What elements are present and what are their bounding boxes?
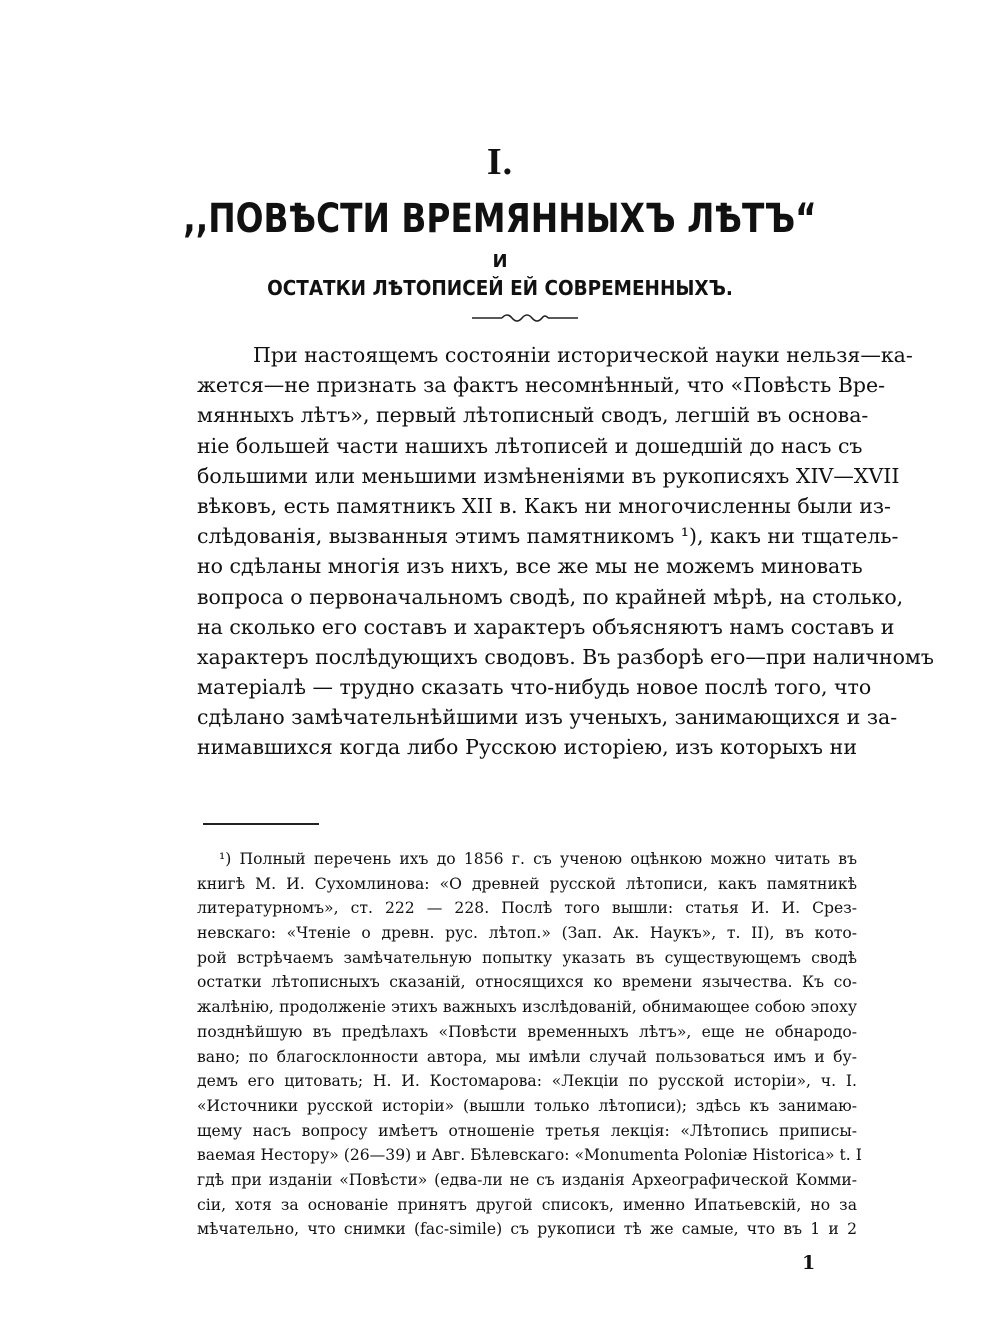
footnote-line: гдѣ при изданіи «Повѣсти» (едва-ли не съ изданія Археографической Комми- bbox=[197, 1170, 857, 1189]
footnote-line: ¹) Полный перечень ихъ до 1856 г. съ ученою оцѣнкою можно читать въ bbox=[219, 850, 857, 868]
signature-mark: 1 bbox=[802, 1252, 816, 1274]
body-line: но сдѣланы многія изъ нихъ, все же мы не можемъ миновать bbox=[197, 554, 863, 579]
body-line: При настоящемъ состояніи исторической науки нельзя—ка- bbox=[253, 343, 913, 367]
footnote-line: ваемая Нестору» (26—39) и Авг. Бѣлевскаго: «Monumenta Poloniæ Historica» t. I bbox=[197, 1146, 862, 1165]
footnote-rule bbox=[203, 823, 319, 825]
body-line: жется—не признать за фактъ несомнѣнный, что «Повѣсть Вре- bbox=[197, 373, 886, 398]
chapter-number: I. bbox=[486, 141, 514, 183]
body-line: слѣдованія, вызванныя этимъ памятникомъ ¹), какъ ни тщатель- bbox=[197, 524, 899, 549]
footnote-line: мѣчательно, что снимки (fac-simile) съ рукописи тѣ же самые, что въ 1 и 2 bbox=[197, 1220, 857, 1239]
footnote-line: демъ его цитовать; Н. И. Костомарова: «Лекціи по русской исторіи», ч. I. bbox=[197, 1072, 857, 1091]
chapter-subtitle: ОСТАТКИ ЛѢТОПИСЕЙ ЕЙ СОВРЕМЕННЫХЪ. bbox=[267, 276, 733, 300]
body-line: характеръ послѣдующихъ сводовъ. Въ разборѣ его—при наличномъ bbox=[197, 644, 934, 669]
footnote-line: рой встрѣчаемъ замѣчательную попытку указать въ существующемъ сводѣ bbox=[197, 948, 857, 967]
chapter-title: ,,ПОВѢСТИ ВРЕМЯННЫХЪ ЛѢТЪ“ bbox=[183, 196, 817, 242]
body-line: вѣковъ, есть памятникъ XII в. Какъ ни многочисленны были из- bbox=[197, 493, 891, 518]
footnote-line: сіи, хотя за основаніе принятъ другой списокъ, именно Ипатьевскій, но за bbox=[197, 1195, 857, 1214]
body-text bbox=[197, 340, 934, 763]
footnote-line: литературномъ», ст. 222 — 228. Послѣ того вышли: статья И. И. Срез- bbox=[197, 899, 857, 918]
body-line: большими или меньшими измѣненіями въ рукописяхъ XIV—XVII bbox=[197, 463, 900, 488]
body-line: на сколько его составъ и характеръ объясняютъ намъ составъ и bbox=[197, 614, 895, 639]
body-line: ніе большей части нашихъ лѣтописей и дошедшій до насъ съ bbox=[197, 433, 863, 458]
body-line: матеріалѣ — трудно сказать что-нибудь новое послѣ того, что bbox=[197, 675, 872, 700]
footnote-line: остатки лѣтописныхъ сказаній, относящихся ко времени язычества. Къ со- bbox=[197, 973, 857, 992]
body-line: сдѣлано замѣчательнѣйшими изъ ученыхъ, занимающихся и за- bbox=[197, 705, 898, 730]
title-conjunction: И bbox=[492, 251, 508, 272]
body-line: нимавшихся когда либо Русскою исторіею, изъ которыхъ ни bbox=[197, 735, 857, 760]
footnote-line: щему насъ вопросу имѣетъ отношеніе третья лекція: «Лѣтопись приписы- bbox=[197, 1121, 857, 1140]
footnote-line: позднѣйшую въ предѣлахъ «Повѣсти временныхъ лѣтъ», еще не обнародо- bbox=[197, 1022, 857, 1041]
footnote-line: вано; по благосклонности автора, мы имѣли случай пользоваться имъ и бу- bbox=[197, 1047, 857, 1066]
footnote-line: «Источники русской исторіи» (вышли только лѣтописи); здѣсь къ занимаю- bbox=[197, 1096, 857, 1115]
body-line: вопроса о первоначальномъ сводѣ, по крайней мѣрѣ, на столько, bbox=[197, 584, 904, 609]
body-line: мянныхъ лѣтъ», первый лѣтописный сводъ, легшій въ основа- bbox=[197, 403, 869, 428]
footnote-line: невскаго: «Чтеніе о древн. рус. лѣтоп.» (Зап. Ак. Наукъ», т. II), въ кото- bbox=[197, 924, 857, 943]
footnote-block bbox=[197, 847, 862, 1242]
footnote-line: книгѣ М. И. Сухомлинова: «О древней русской лѣтописи, какъ памятникѣ bbox=[197, 874, 857, 893]
footnote-line: жалѣнію, продолженіе этихъ важныхъ изслѣдованій, обнимающее собою эпоху bbox=[197, 998, 857, 1017]
title-ornament-divider bbox=[470, 306, 580, 330]
